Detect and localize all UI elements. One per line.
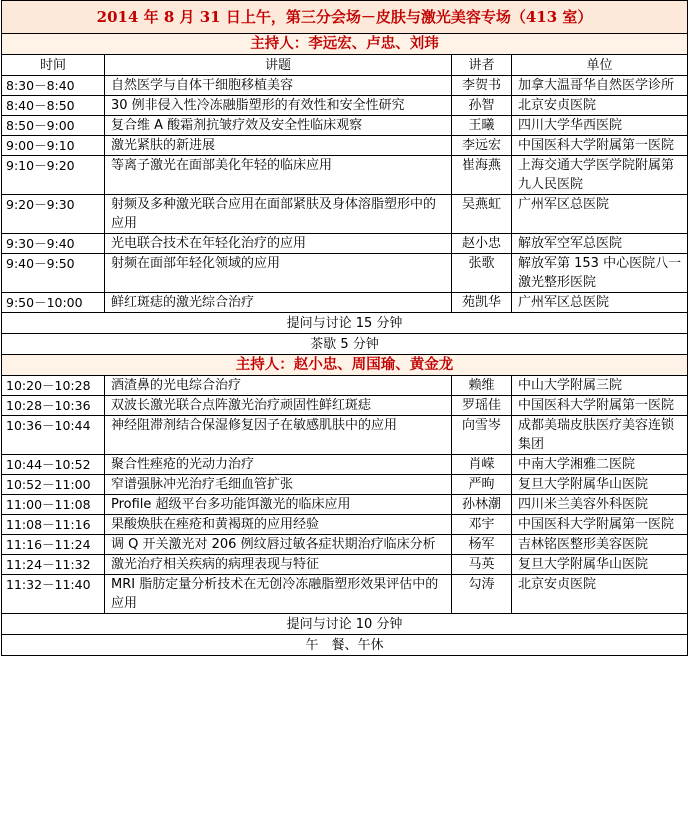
time-cell: 10:28－10:36 [2, 396, 105, 416]
time-cell: 8:40－8:50 [2, 96, 105, 116]
time-cell: 9:50－10:00 [2, 293, 105, 313]
table-row [2, 535, 688, 555]
session-2-hosts-row [2, 355, 688, 376]
speaker-cell: 孙智 [452, 96, 512, 116]
host-row-1 [2, 34, 688, 55]
header-speaker: 讲者 [452, 55, 512, 76]
tea-break: 茶歇 5 分钟 [2, 334, 688, 355]
table-row [2, 76, 688, 96]
lunch-break-row [2, 635, 688, 656]
speaker-cell: 马英 [452, 555, 512, 575]
discussion-2-row [2, 614, 688, 635]
unit-cell: 四川米兰美容外科医院 [512, 495, 688, 515]
table-row [2, 234, 688, 254]
speaker-cell: 苑凯华 [452, 293, 512, 313]
time-cell: 9:20－9:30 [2, 195, 105, 234]
time-cell: 10:36－10:44 [2, 416, 105, 455]
session-2-hosts: 主持人：赵小忠、周国瑜、黄金龙 [2, 355, 688, 376]
table-row [2, 254, 688, 293]
unit-cell: 四川大学华西医院 [512, 116, 688, 136]
unit-cell: 中南大学湘雅二医院 [512, 455, 688, 475]
topic-cell: 聚合性痤疮的光动力治疗 [105, 455, 452, 475]
unit-cell: 加拿大温哥华自然医学诊所 [512, 76, 688, 96]
unit-cell: 中山大学附属三院 [512, 376, 688, 396]
schedule-page [1, 0, 687, 656]
unit-cell: 复旦大学附属华山医院 [512, 475, 688, 495]
topic-cell: 射频及多种激光联合应用在面部紧肤及身体溶脂塑形中的应用 [105, 195, 452, 234]
unit-cell: 北京安贞医院 [512, 96, 688, 116]
topic-cell: MRI 脂肪定量分析技术在无创冷冻融脂塑形效果评估中的应用 [105, 575, 452, 614]
table-row [2, 575, 688, 614]
speaker-cell: 吴燕虹 [452, 195, 512, 234]
topic-cell: 自然医学与自体干细胞移植美容 [105, 76, 452, 96]
header-row [2, 55, 688, 76]
unit-cell: 成都美瑞皮肤医疗美容连锁集团 [512, 416, 688, 455]
table-row [2, 116, 688, 136]
table-row [2, 416, 688, 455]
unit-cell: 广州军区总医院 [512, 195, 688, 234]
discussion-2: 提问与讨论 10 分钟 [2, 614, 688, 635]
table-row [2, 156, 688, 195]
topic-cell: 调 Q 开关激光对 206 例纹唇过敏各症状期治疗临床分析 [105, 535, 452, 555]
topic-cell: 等离子激光在面部美化年轻的临床应用 [105, 156, 452, 195]
topic-cell: 双波长激光联合点阵激光治疗顽固性鲜红斑痣 [105, 396, 452, 416]
speaker-cell: 李贺书 [452, 76, 512, 96]
speaker-cell: 严昫 [452, 475, 512, 495]
table-row [2, 136, 688, 156]
time-cell: 11:16－11:24 [2, 535, 105, 555]
unit-cell: 解放军空军总医院 [512, 234, 688, 254]
speaker-cell: 勾涛 [452, 575, 512, 614]
schedule-body [2, 1, 688, 656]
speaker-cell: 赖维 [452, 376, 512, 396]
speaker-cell: 邓宇 [452, 515, 512, 535]
lunch-break: 午 餐、午休 [2, 635, 688, 656]
table-row [2, 376, 688, 396]
unit-cell: 解放军第 153 中心医院八一激光整形医院 [512, 254, 688, 293]
speaker-cell: 王曦 [452, 116, 512, 136]
topic-cell: 神经阻滞剂结合保湿修复因子在敏感肌肤中的应用 [105, 416, 452, 455]
unit-cell: 中国医科大学附属第一医院 [512, 136, 688, 156]
unit-cell: 广州军区总医院 [512, 293, 688, 313]
time-cell: 9:30－9:40 [2, 234, 105, 254]
table-row [2, 555, 688, 575]
speaker-cell: 罗瑶佳 [452, 396, 512, 416]
topic-cell: 射频在面部年轻化领域的应用 [105, 254, 452, 293]
topic-cell: 激光治疗相关疾病的病理表现与特征 [105, 555, 452, 575]
speaker-cell: 向雪岑 [452, 416, 512, 455]
session-1-hosts: 主持人：李远宏、卢忠、刘玮 [2, 34, 688, 55]
tea-break-row [2, 334, 688, 355]
time-cell: 11:00－11:08 [2, 495, 105, 515]
table-row [2, 293, 688, 313]
header-time: 时间 [2, 55, 105, 76]
header-topic: 讲题 [105, 55, 452, 76]
topic-cell: 复合维 A 酸霜剂抗皱疗效及安全性临床观察 [105, 116, 452, 136]
table-row [2, 396, 688, 416]
unit-cell: 复旦大学附属华山医院 [512, 555, 688, 575]
time-cell: 8:30－8:40 [2, 76, 105, 96]
time-cell: 11:24－11:32 [2, 555, 105, 575]
topic-cell: 酒渣鼻的光电综合治疗 [105, 376, 452, 396]
discussion-1-row [2, 313, 688, 334]
time-cell: 10:44－10:52 [2, 455, 105, 475]
time-cell: 9:40－9:50 [2, 254, 105, 293]
time-cell: 9:00－9:10 [2, 136, 105, 156]
header-unit: 单位 [512, 55, 688, 76]
table-row [2, 455, 688, 475]
table-row [2, 495, 688, 515]
time-cell: 8:50－9:00 [2, 116, 105, 136]
unit-cell: 中国医科大学附属第一医院 [512, 396, 688, 416]
title-row [2, 1, 688, 34]
time-cell: 10:52－11:00 [2, 475, 105, 495]
topic-cell: 窄谱强脉冲光治疗毛细血管扩张 [105, 475, 452, 495]
speaker-cell: 杨军 [452, 535, 512, 555]
speaker-cell: 赵小忠 [452, 234, 512, 254]
topic-cell: 鲜红斑痣的激光综合治疗 [105, 293, 452, 313]
speaker-cell: 张歌 [452, 254, 512, 293]
topic-cell: 激光紧肤的新进展 [105, 136, 452, 156]
table-row [2, 475, 688, 495]
time-cell: 11:08－11:16 [2, 515, 105, 535]
table-row [2, 515, 688, 535]
topic-cell: Profile 超级平台多功能饵激光的临床应用 [105, 495, 452, 515]
unit-cell: 北京安贞医院 [512, 575, 688, 614]
time-cell: 9:10－9:20 [2, 156, 105, 195]
speaker-cell: 肖嵘 [452, 455, 512, 475]
table-row [2, 96, 688, 116]
page-title: 2014 年 8 月 31 日上午，第三分会场－皮肤与激光美容专场（413 室） [2, 1, 688, 34]
speaker-cell: 崔海燕 [452, 156, 512, 195]
time-cell: 11:32－11:40 [2, 575, 105, 614]
speaker-cell: 孙林潮 [452, 495, 512, 515]
schedule-table [1, 0, 688, 656]
topic-cell: 光电联合技术在年轻化治疗的应用 [105, 234, 452, 254]
topic-cell: 30 例非侵入性冷冻融脂塑形的有效性和安全性研究 [105, 96, 452, 116]
speaker-cell: 李远宏 [452, 136, 512, 156]
unit-cell: 吉林铭医整形美容医院 [512, 535, 688, 555]
time-cell: 10:20－10:28 [2, 376, 105, 396]
unit-cell: 上海交通大学医学院附属第九人民医院 [512, 156, 688, 195]
topic-cell: 果酸焕肤在痤疮和黄褐斑的应用经验 [105, 515, 452, 535]
discussion-1: 提问与讨论 15 分钟 [2, 313, 688, 334]
unit-cell: 中国医科大学附属第一医院 [512, 515, 688, 535]
table-row [2, 195, 688, 234]
